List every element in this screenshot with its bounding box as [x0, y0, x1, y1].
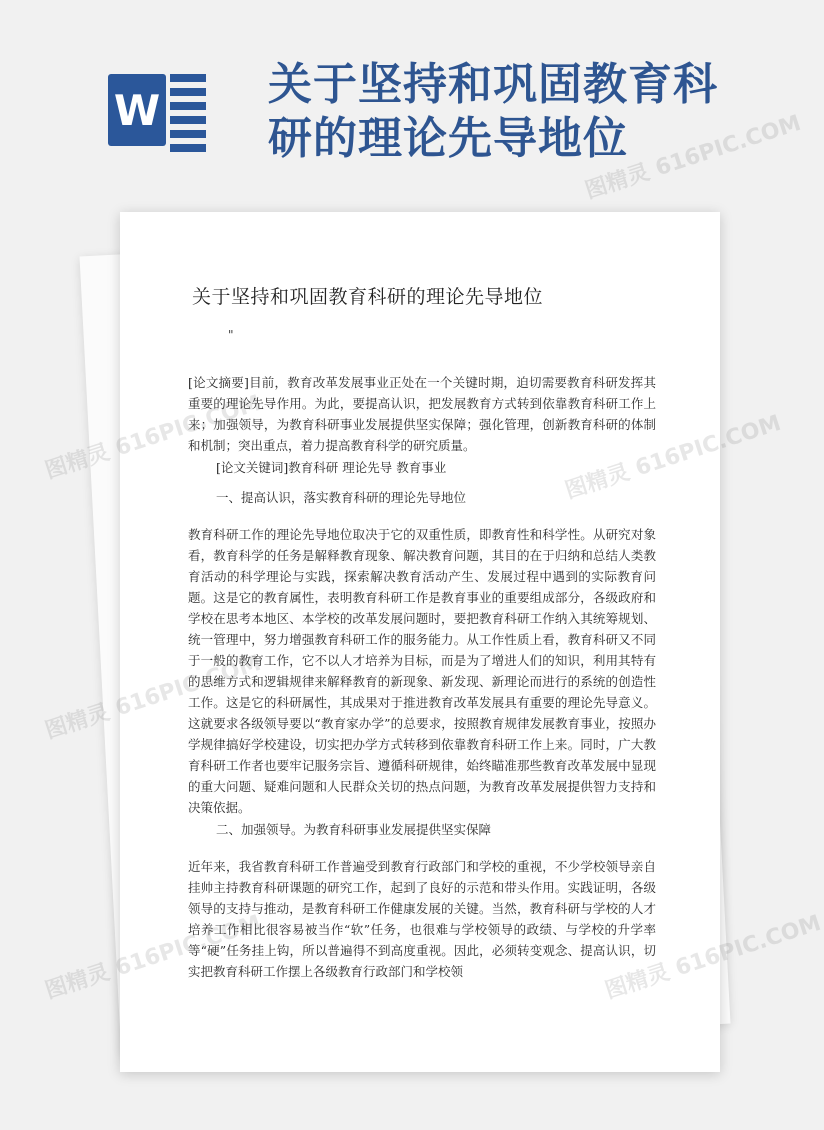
abstract-paragraph: [论文摘要]目前，教育改革发展事业正处在一个关键时期，迫切需要教育科研发挥其重要的理论先导作用。为此，要提高认识，把发展教育方式转到依靠教育科研工作上来；加强领导，为教育科研事业发展提供坚实保障；强化管理，创新教育科研的体制和机制；突出重点，着力提高教育科学的研究质量。: [188, 375, 656, 453]
document-heading: [268, 58, 768, 166]
section-1-heading: 一、提高认识，落实教育科研的理论先导地位: [216, 490, 467, 505]
section-1-body: 教育科研工作的理论先导地位取决于它的双重性质，即教育性和科学性。从研究对象看，教育科学的任务是解释教育现象、解决教育问题，其目的在于归纳和总结人类教育活动的科学理论与实践，探索解决教育活动产生、发展过程中遇到的实际教育问题。这是它的教育属性，表明教育科研工作是教育事业的重要组成部分，各级政府和学校在思考本地区、本学校的改革发展问题时，要把教育科研工作纳入其统筹规划、统一管理中，努力增强教育科研工作的服务能力。从工作性质上看，教育科研又不同于一般的教育工作，它不以人才培养为目标，而是为了增进人们的知识，利用其特有的思维方式和逻辑规律来解释教育的新现象、新发现、新理论而进行的系统的创造性工作。这是它的科研属性，其成果对于推进教育改革发展具有重要的理论先导意义。这就要求各级领导要以“教育家办学”的总要求，按照教育规律发展教育事业，按照办学规律搞好学校建设，切实把办学方式转移到依靠教育科研工作上来。同时，广大教育科研工作者也要牢记服务宗旨、遵循科研规律，始终瞄准那些教育改革发展中显现的重大问题、疑难问题和人民群众关切的热点问题，为教育改革发展提供智力支持和决策依据。: [188, 527, 656, 815]
watermark: 图精灵 616PIC.COM: [582, 110, 805, 205]
document-page: [120, 212, 720, 1072]
watermark: 图精灵: [42, 439, 113, 485]
page-header: [0, 0, 800, 200]
keywords-line: [论文关键词]教育科研 理论先导 教育事业: [216, 460, 447, 475]
word-icon-badge: W: [108, 74, 166, 146]
section-2-body: 近年来，我省教育科研工作普遍受到教育行政部门和学校的重视，不少学校领导亲自挂帅主持教育科研课题的研究工作，起到了良好的示范和带头作用。实践证明，各级领导的支持与推动，是教育科研工作健康发展的关键。当然，教育科研与学校的人才培养工作相比很容易被当作“软”任务，也很难与学校领导的政绩、与学校的升学率等“硬”任务挂上钩，所以普遍得不到高度重视。因此，必须转变观念、提高认识，切实把教育科研工作摆上各级教育行政部门和学校领: [188, 859, 656, 979]
paper-title: 关于坚持和巩固教育科研的理论先导地位: [192, 286, 544, 308]
section-2-heading: 二、加强领导。为教育科研事业发展提供坚实保障: [216, 822, 492, 837]
word-document-icon: [108, 62, 214, 158]
heading-line-1: 关于坚持和巩固教育科: [268, 59, 718, 110]
heading-line-2: 研的理论先导地位: [268, 113, 628, 164]
watermark: 图精灵: [42, 959, 113, 1005]
watermark: 图精灵: [42, 699, 113, 745]
watermark: 616PIC.COM: [672, 910, 824, 982]
quote-mark: ": [228, 328, 234, 342]
